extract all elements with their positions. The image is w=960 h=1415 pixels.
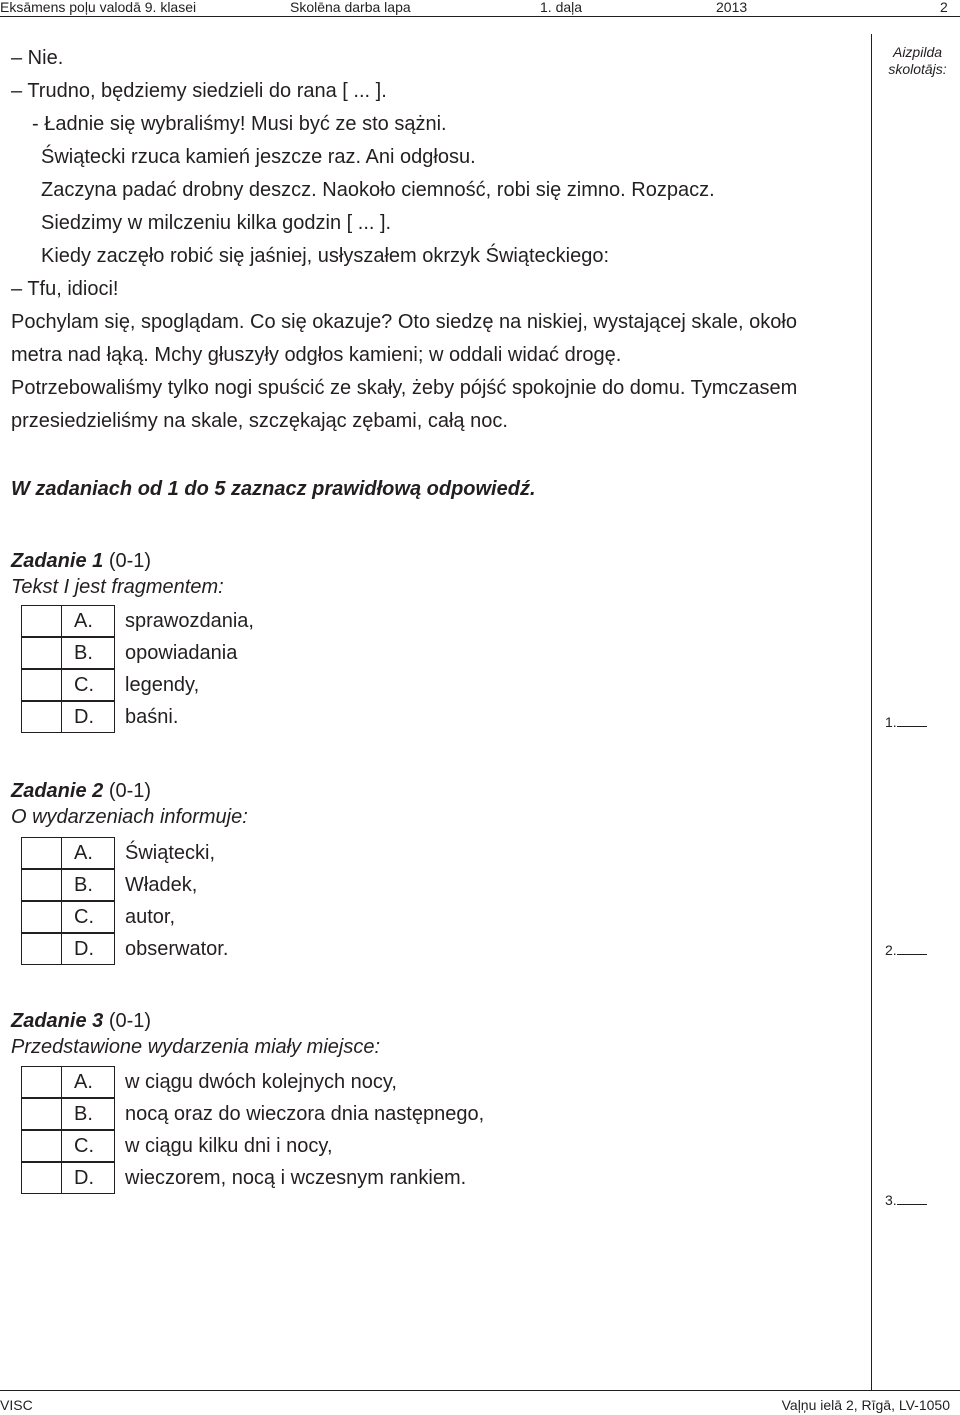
option-letter: D. — [61, 933, 115, 965]
answer-checkbox[interactable] — [21, 1130, 62, 1162]
story-line: metra nad łąką. Mchy głuszyły odgłos kamieni; w oddali widać drogę. — [11, 344, 622, 366]
answer-checkbox[interactable] — [21, 1162, 62, 1194]
task-points: (0-1) — [108, 1010, 152, 1032]
score-field-1[interactable] — [885, 714, 927, 730]
teacher-column-label — [875, 44, 960, 78]
option-letter: C. — [61, 669, 115, 701]
option-letter: A. — [61, 1066, 115, 1098]
option-text: Świątecki, — [125, 842, 216, 864]
task-instruction: W zadaniach od 1 do 5 zaznacz prawidłową odpowiedź. — [11, 478, 536, 500]
option-text: nocą oraz do wieczora dnia następnego, — [125, 1103, 485, 1125]
option-text: sprawozdania, — [125, 610, 254, 632]
score-label: 3. — [885, 1192, 897, 1208]
story-line: Kiedy zaczęło robić się jaśniej, usłyszałem okrzyk Świąteckiego: — [41, 245, 610, 267]
option-letter: A. — [61, 837, 115, 869]
footer-org: VISC — [0, 1397, 33, 1413]
story-line: Świątecki rzuca kamień jeszcze raz. Ani odgłosu. — [41, 146, 476, 168]
score-blank[interactable] — [897, 1193, 927, 1205]
header-year: 2013 — [716, 0, 748, 15]
margin-divider — [871, 34, 872, 1390]
page-header — [0, 0, 960, 17]
answer-checkbox[interactable] — [21, 933, 62, 965]
option-text: w ciągu dwóch kolejnych nocy, — [125, 1071, 397, 1093]
story-text — [11, 42, 871, 438]
score-label: 1. — [885, 714, 897, 730]
story-line: Pochylam się, spoglądam. Co się okazuje? Oto siedzę na niskiej, wystającej skale, około — [11, 311, 797, 333]
footer-address: Vaļņu ielā 2, Rīgā, LV-1050 — [781, 1397, 950, 1413]
task-2 — [11, 778, 871, 960]
option-letter: A. — [61, 605, 115, 637]
option-text: legendy, — [125, 674, 200, 696]
story-line: Zaczyna padać drobny deszcz. Naokoło ciemność, robi się zimno. Rozpacz. — [41, 179, 715, 201]
answer-checkbox[interactable] — [21, 837, 62, 869]
story-line: Siedzimy w milczeniu kilka godzin [ ... ]. — [41, 212, 392, 234]
footer-divider — [0, 1390, 960, 1391]
task-question: O wydarzeniach informuje: — [11, 806, 248, 828]
task-1 — [11, 548, 871, 728]
answer-checkbox[interactable] — [21, 669, 62, 701]
score-blank[interactable] — [897, 943, 927, 955]
option-letter: B. — [61, 869, 115, 901]
option-text: w ciągu kilku dni i nocy, — [125, 1135, 333, 1157]
score-field-2[interactable] — [885, 942, 927, 958]
option-text: Władek, — [125, 874, 198, 896]
option-text: baśni. — [125, 706, 179, 728]
option-text: wieczorem, nocą i wczesnym rankiem. — [125, 1167, 467, 1189]
score-field-3[interactable] — [885, 1192, 927, 1208]
answer-checkbox[interactable] — [21, 701, 62, 733]
task-title — [11, 1008, 871, 1034]
task-points: (0-1) — [108, 780, 152, 802]
option-letter: B. — [61, 637, 115, 669]
answer-checkbox[interactable] — [21, 1066, 62, 1098]
header-page-number: 2 — [940, 0, 948, 15]
header-part: 1. daļa — [540, 0, 583, 15]
option-letter: D. — [61, 701, 115, 733]
story-line: - Ładnie się wybraliśmy! Musi być ze sto sążni. — [32, 113, 447, 135]
option-text: autor, — [125, 906, 176, 928]
option-letter: D. — [61, 1162, 115, 1194]
story-line: – Tfu, idioci! — [11, 278, 119, 300]
task-points: (0-1) — [108, 550, 152, 572]
story-line: Potrzebowaliśmy tylko nogi spuścić ze skały, żeby pójść spokojnie do domu. Tymczasem — [11, 377, 798, 399]
task-name: Zadanie 2 — [11, 780, 104, 802]
score-blank[interactable] — [897, 715, 927, 727]
answer-checkbox[interactable] — [21, 637, 62, 669]
score-label: 2. — [885, 942, 897, 958]
teacher-label-line2: skolotājs: — [888, 61, 947, 77]
header-sheet: Skolēna darba lapa — [290, 0, 411, 15]
task-name: Zadanie 1 — [11, 550, 104, 572]
option-letter: C. — [61, 901, 115, 933]
task-name: Zadanie 3 — [11, 1010, 104, 1032]
teacher-label-line1: Aizpilda — [892, 44, 943, 60]
option-text: opowiadania — [125, 642, 238, 664]
answer-checkbox[interactable] — [21, 901, 62, 933]
story-line: – Trudno, będziemy siedzieli do rana [ ... ]. — [11, 80, 387, 102]
option-letter: C. — [61, 1130, 115, 1162]
task-question: Tekst I jest fragmentem: — [11, 576, 224, 598]
header-subject: Eksāmens poļu valodā 9. klasei — [0, 0, 197, 15]
task-title — [11, 548, 871, 574]
option-letter: B. — [61, 1098, 115, 1130]
option-text: obserwator. — [125, 938, 229, 960]
answer-checkbox[interactable] — [21, 1098, 62, 1130]
answer-checkbox[interactable] — [21, 605, 62, 637]
story-line: – Nie. — [11, 47, 64, 69]
task-question: Przedstawione wydarzenia miały miejsce: — [11, 1036, 381, 1058]
answer-checkbox[interactable] — [21, 869, 62, 901]
task-title — [11, 778, 871, 804]
task-3 — [11, 1008, 871, 1189]
story-line: przesiedzieliśmy na skale, szczękając zębami, całą noc. — [11, 410, 508, 432]
